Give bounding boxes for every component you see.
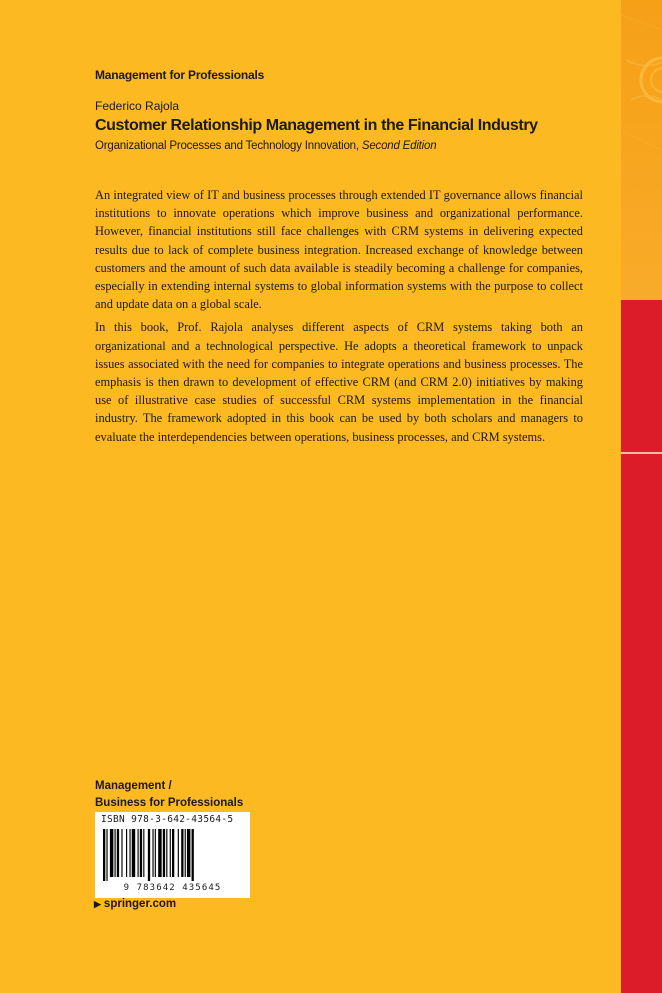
category-label <box>95 778 243 812</box>
barcode-bar <box>185 829 186 877</box>
barcode-bar <box>181 829 183 877</box>
publisher-link[interactable] <box>94 898 176 910</box>
category-line: Business for Professionals <box>95 797 244 809</box>
barcode-bar <box>143 829 144 877</box>
barcode-bar <box>126 829 127 877</box>
barcode-bar <box>140 829 142 877</box>
barcode-bar <box>121 829 122 877</box>
barcode-bar <box>110 829 113 877</box>
barcode-bar <box>172 829 174 877</box>
barcode-bar <box>115 829 116 877</box>
series-name: Management for Professionals <box>95 68 265 82</box>
barcode-bar <box>106 829 107 881</box>
barcode-bar <box>178 829 179 877</box>
spine-ornament-area <box>621 0 662 300</box>
barcode-bar <box>129 829 130 877</box>
book-title: Customer Relationship Management in the Financial Industry <box>95 117 538 134</box>
barcode-bar <box>187 829 190 877</box>
spine-divider-line <box>621 452 662 454</box>
barcode-panel <box>95 812 250 898</box>
ean-digits: 9 783642 435645 <box>123 883 222 893</box>
barcode-bar <box>158 829 161 877</box>
spine-red-band <box>621 300 662 993</box>
barcode-bar <box>170 829 171 877</box>
barcode-bar <box>166 829 167 877</box>
back-cover-blurb <box>95 186 583 451</box>
spine-ornament-graphic <box>621 0 662 300</box>
blurb-paragraph: An integrated view of IT and business processes through extended IT governance allows financial institutions to innovate operations which improve business and organizational performance. However, financial institutions still face challenges with CRM systems in delivering expected results due to lack of complete business integration. Increased exchange of knowledge between customers and the amount of such data available is steadily becoming a challenge for companies, especially in extending internal systems to global information systems with the purpose to collect and update data on a global scale. <box>95 188 583 312</box>
arrow-right-icon: ▶ <box>94 898 101 909</box>
barcode-bar <box>117 829 119 877</box>
edition-label: Second Edition <box>361 140 437 152</box>
barcode-bar <box>138 829 139 877</box>
barcode-bar <box>163 829 165 877</box>
isbn-number: ISBN 978-3-642-43564-5 <box>101 814 234 825</box>
barcode-bar <box>148 829 150 881</box>
category-line: Management / <box>95 780 172 792</box>
publisher-url: springer.com <box>103 898 177 910</box>
blurb-paragraph: In this book, Prof. Rajola analyses different aspects of CRM systems taking both an organizational and a technological perspective. He adopts a theoretical framework to unpack issues associated with the need for companies to integrate operations and business processes. The emphasis is then drawn to development of effective CRM (and CRM 2.0) initiatives by making use of illustrative case studies of successful CRM systems implementation in the financial industry. The framework adopted in this book can be used by both scholars and managers to evaluate the interdependencies between operations, business processes, and CRM systems. <box>95 320 583 444</box>
author-name: Federico Rajola <box>95 99 180 113</box>
barcode-graphic <box>99 829 246 881</box>
cover-spine-band <box>621 0 662 993</box>
subtitle-text: Organizational Processes and Technology Innovation, <box>95 140 359 152</box>
barcode-bar <box>152 829 153 877</box>
barcode-bar <box>155 829 156 877</box>
barcode-bar <box>192 829 194 881</box>
barcode-bar <box>103 829 105 881</box>
barcode-bar <box>132 829 135 877</box>
book-subtitle <box>95 140 436 152</box>
